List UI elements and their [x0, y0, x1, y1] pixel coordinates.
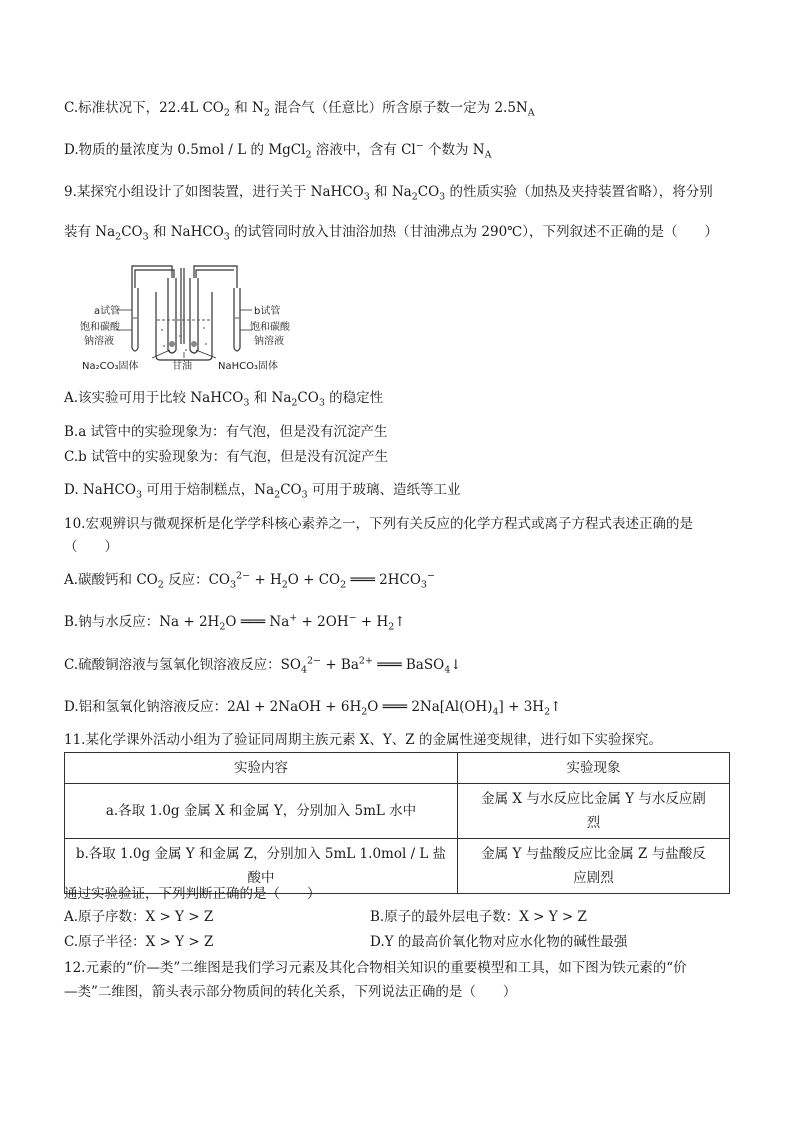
q11-stem: 11.某化学课外活动小组为了验证同周期主族元素 X、Y、Z 的金属性递变规律，进行如下实验探究。: [64, 732, 662, 748]
fig-label-a-tube: a试管: [94, 306, 121, 317]
fig-label-solid-right: NaHCO₃固体: [218, 361, 278, 372]
q11-option-b: B.原子的最外层电子数：X > Y > Z: [370, 909, 587, 925]
table-header-phenomenon: 实验现象: [458, 753, 730, 784]
q11-after: 通过实验验证，下列判断正确的是（ ）: [64, 886, 321, 902]
q10-stem-line1: 10.宏观辨识与微观探析是化学学科核心素养之一，下列有关反应的化学方程式或离子方程式表述正确的是: [64, 516, 693, 532]
table-header-row: [65, 753, 730, 784]
q11-option-c: C.原子半径：X > Y > Z: [64, 934, 214, 950]
fig-label-sol-left-1: 饱和碳酸: [80, 322, 120, 333]
fig-label-sol-right-1: 饱和碳酸: [250, 322, 290, 333]
fig-label-b-tube: b试管: [254, 306, 281, 317]
fig-label-sol-right-2: 钠溶液: [254, 336, 284, 347]
fig-label-glycerol: 甘油: [172, 361, 192, 372]
table-row: [65, 784, 730, 839]
q9-option-c: C.b 试管中的实验现象为：有气泡，但是没有沉淀产生: [64, 449, 389, 465]
q8-option-d: D.物质的量浓度为 0.5mol / L 的 MgCl$_2$ 溶液中，含有 Cl− 个数为 $N_A$: [64, 140, 492, 161]
table-cell: b.各取 1.0g 金属 Y 和金属 Z，分别加入 5mL 1.0mol / L 盐酸中: [65, 839, 458, 894]
table-cell: 金属 X 与水反应比金属 Y 与水反应剧 烈: [458, 784, 730, 839]
fig-label-solid-left: Na₂CO₃固体: [82, 361, 139, 372]
q10-option-a: A.碳酸钙和 $CO_2$ 反应：$CO_3^{2-} + H_2O + CO_2$ ═══ $2HCO_3^-$: [64, 570, 435, 591]
q9-option-d: D. NaHCO$_3$ 可用于焙制糕点，$Na_2CO_3$ 可用于玻璃、造纸等工业: [64, 482, 461, 501]
q9-option-b: B.a 试管中的实验现象为：有气泡，但是没有沉淀产生: [64, 424, 388, 440]
q11-option-d: D.Y 的最高价氧化物对应水化物的碱性最强: [370, 934, 628, 950]
q10-option-c: C.硫酸铜溶液与氢氧化钡溶液反应：$SO_4^{2-} + Ba^{2+}$ ═══ BaSO$_4$↓: [64, 655, 462, 676]
q10-stem-line2: （ ）: [64, 539, 118, 555]
table-cell: 金属 Y 与盐酸反应比金属 Z 与盐酸反 应剧烈: [458, 839, 730, 894]
q9-apparatus-figure: [80, 258, 320, 376]
q9-option-a: A.该实验可用于比较 NaHCO$_3$ 和 $Na_2CO_3$ 的稳定性: [64, 390, 384, 409]
table-header-content: 实验内容: [65, 753, 458, 784]
q9-stem-line1: 9.某探究小组设计了如图装置，进行关于 NaHCO$_3$ 和 $Na_2CO_3$ 的性质实验（加热及夹持装置省略），将分别: [64, 184, 713, 203]
q10-option-d: D.铝和氢氧化钠溶液反应：2Al + 2NaOH + $6H_2O$ ═══ $2Na[Al(OH)_4]$ + $3H_2↑$: [64, 699, 562, 718]
q12-stem-line2: —类”二维图，箭头表示部分物质间的转化关系，下列说法正确的是（ ）: [64, 984, 517, 1000]
table-cell: a.各取 1.0g 金属 X 和金属 Y，分别加入 5mL 水中: [65, 784, 458, 839]
q12-stem-line1: 12.元素的“价—类”二维图是我们学习元素及其化合物相关知识的重要模型和工具，如下图为铁元素的“价: [64, 960, 687, 976]
q10-option-b: B.钠与水反应：$Na + 2H_2O$ ═══ $Na^+ + 2OH^- + H_2↑$: [64, 612, 406, 633]
fig-label-sol-left-2: 钠溶液: [84, 336, 114, 347]
q9-stem-line2: 装有 $Na_2CO_3$ 和 NaHCO$_3$ 的试管同时放入甘油浴加热（甘油沸点为 290℃），下列叙述不正确的是（ ）: [64, 224, 719, 243]
q11-experiment-table: [64, 752, 730, 894]
q8-option-c: C.标准状况下，22.4L $CO_2$ 和 $N_2$ 混合气（任意比）所含原子数一定为 $2.5N_A$: [64, 100, 535, 119]
q11-option-a: A.原子序数：X > Y > Z: [64, 909, 214, 925]
